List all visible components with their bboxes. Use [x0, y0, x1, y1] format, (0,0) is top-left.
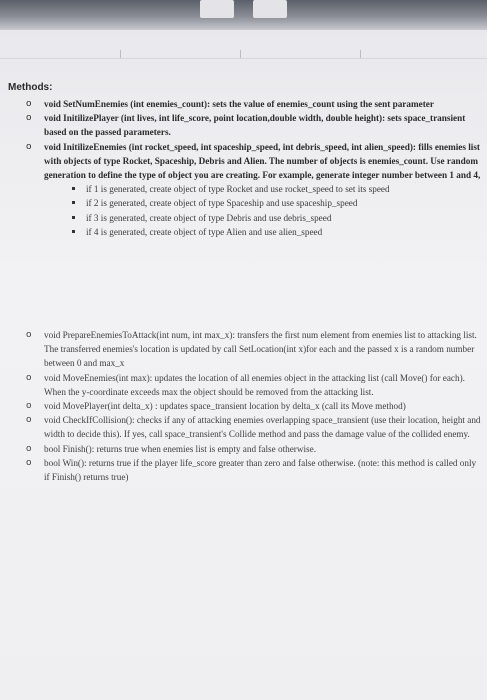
sub-item [26, 225, 481, 239]
method-text: void MoveEnemies(int max): updates the location of all enemies object in the attacking list (call Move() for each). When the y-coordinate exceeds max the object should be removed from the attacking list. [44, 372, 465, 397]
bullet-icon: o [26, 99, 32, 109]
blurred-header-bar [0, 0, 487, 30]
bullet-icon: o [26, 113, 32, 124]
method-text: bool Win(): returns true if the player life_score greater than zero and false otherwise. (note: this method is called only if Finish() returns true) [44, 457, 477, 483]
square-bullet-icon [72, 201, 75, 204]
method-item [26, 328, 481, 371]
methods-heading: Methods: [8, 82, 53, 93]
bullet-icon: o [26, 415, 32, 426]
sub-item-text: if 1 is generated, create object of type Rocket and use rocket_speed to set its speed [86, 184, 390, 195]
sub-item-text: if 4 is generated, create object of type Alien and use alien_speed [86, 226, 323, 237]
method-text: void SetNumEnemies (int enemies_count): sets the value of enemies_count using the sent parameter [44, 99, 434, 109]
bullet-icon: o [26, 401, 32, 412]
blurred-logo-icon [253, 0, 287, 18]
square-bullet-icon [72, 187, 75, 190]
square-bullet-icon [72, 230, 75, 233]
divider-tick [240, 50, 241, 58]
sub-list [26, 182, 481, 239]
method-text: void PrepareEnemiesToAttack(int num, int max_x): transfers the first num element from enemies list to attacking list. The transferred enemies's location is updated by call SetLocation(int x)for each and the passed x is a random number between 0 and max_x [44, 330, 477, 369]
method-item [26, 442, 481, 456]
sub-item [26, 196, 481, 210]
bullet-icon: o [26, 141, 32, 152]
method-item [26, 399, 481, 413]
methods-list-bottom [26, 328, 481, 484]
divider [0, 58, 487, 59]
bullet-icon: o [26, 330, 32, 340]
bullet-icon: o [26, 457, 32, 468]
method-text: void CheckIfCollision(): checks if any of attacking enemies overlapping space_transient (use their location, height and width to decide this). If yes, call space_transient's Collide method and pass the damage value of the collided enemy. [44, 415, 481, 440]
method-text: void InitilizePlayer (int lives, int life_score, point location,double width, double height): sets space_transient based on the passed parameters. [44, 113, 466, 138]
sub-item-text: if 2 is generated, create object of type Spaceship and use spaceship_speed [86, 198, 358, 209]
method-item [26, 456, 481, 484]
sub-item [26, 182, 481, 196]
divider-tick [360, 50, 361, 58]
method-item [26, 413, 481, 441]
method-text: void MovePlayer(int delta_x) : updates space_transient location by delta_x (call its Move method) [44, 401, 406, 412]
bullet-icon: o [26, 443, 32, 454]
bullet-icon: o [26, 372, 32, 383]
method-item [26, 371, 481, 399]
method-item [26, 97, 481, 111]
method-text: bool Finish(): returns true when enemies list is empty and false otherwise. [44, 443, 316, 454]
sub-item-text: if 3 is generated, create object of type Debris and use debris_speed [86, 212, 332, 223]
square-bullet-icon [72, 216, 75, 219]
method-item [26, 140, 481, 183]
divider-tick [120, 50, 121, 58]
blurred-logo-icon [200, 0, 234, 18]
methods-list-top [26, 97, 481, 239]
sub-item [26, 211, 481, 225]
method-text: void InitilizeEnemies (int rocket_speed, int spaceship_speed, int debris_speed, int alien_speed): fills enemies list with objects of type Rocket, Spaceship, Debris and Alien. The number of objects is enemies_count. Use random generation to define the type of object you are creating. For example, generate integer number between 1 and 4, [44, 141, 481, 181]
method-item [26, 111, 481, 139]
